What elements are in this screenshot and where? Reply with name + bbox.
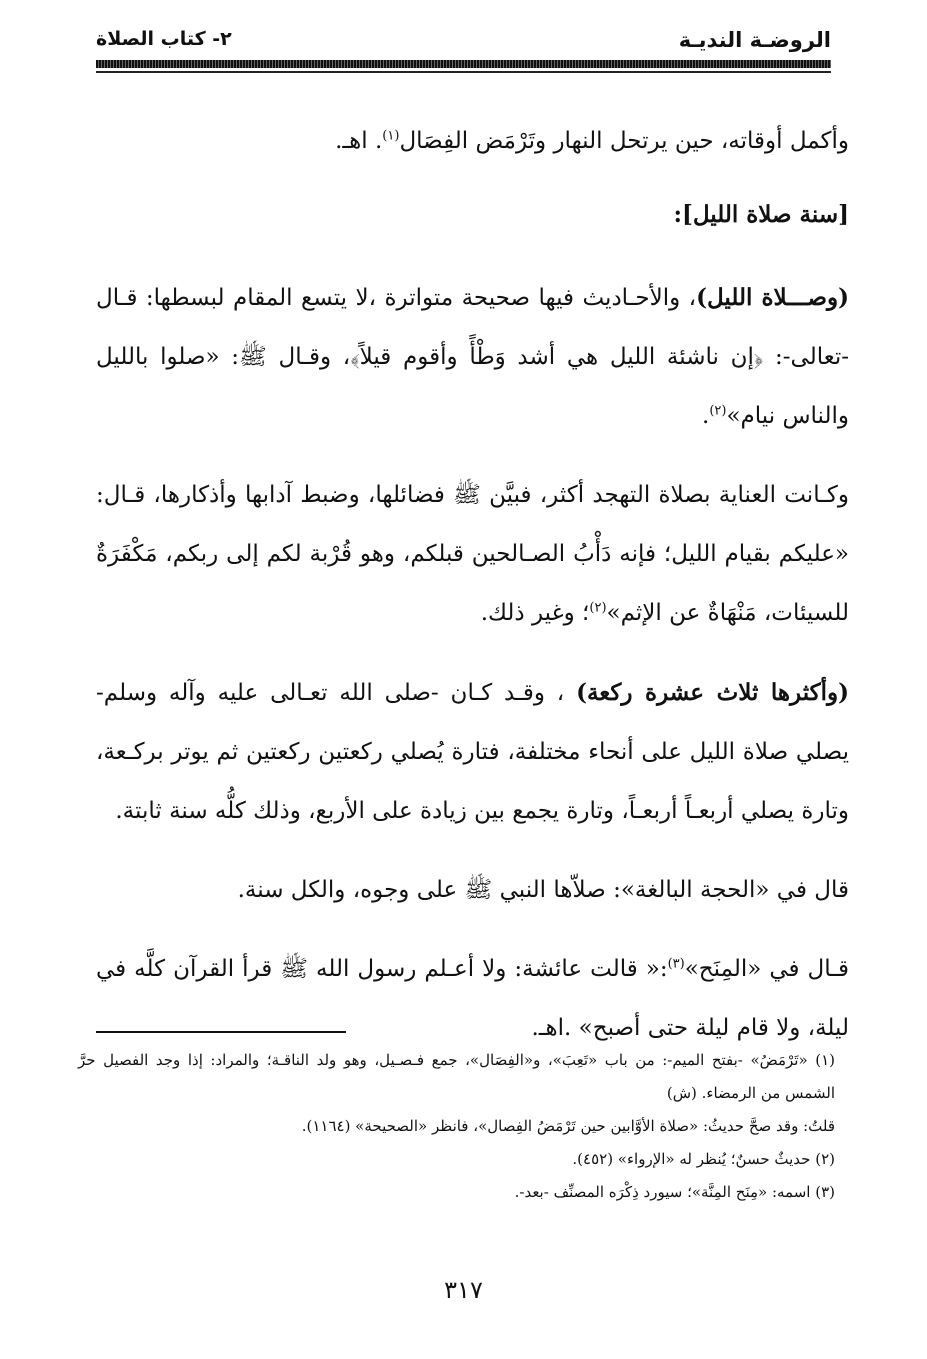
footnote-separator (96, 1031, 346, 1033)
section-heading: [سنة صلاة الليل]: (673, 201, 849, 228)
paragraph-text-end: . اهـ. (335, 128, 383, 154)
matn-text: (وصـــلاة الليل) (696, 284, 849, 311)
paragraph-text-end: . (702, 403, 710, 429)
header-rule-thin (96, 71, 831, 73)
book-title: الروضـة النديـة (678, 28, 831, 52)
paragraph-text: وكـانت العناية بصلاة التهجد أكثر، فبيَّن ﷺ فضائلها، وضبط آدابها وأذكارها، قـال: «عليكم بقيام الليل؛ فإنه دَأْبُ الصـالحين قبلكم، وهو قُرْبة لكم إلى ربكم، مَكْفَرَةٌ للسيئات، مَنْهَاةٌ عن الإثم» (96, 482, 849, 626)
footnote-ref: (٢) (589, 600, 607, 616)
paragraph-2 (96, 268, 849, 446)
footnote-1: (١) «تَرْمَضُ» -بفتح الميم-: من باب «تَعِبَ»، و«الفِصَال»، جمع فـصـيل، وهو ولد الناقـة؛ والمراد: إذا وجد الفصيل حرَّ الشمس من الرمضاء. (ش) (78, 1051, 835, 1102)
paragraph-text: ، والأحـاديث فيها صحيحة متواترة ،لا يتسع المقام لبسطها: قـال -تعالى-: ﴿إن ناشئة الليل هي أشد وَطْأً وأقوم قيلاً﴾، وقـال ﷺ: «صلوا بالليل والناس نيام» (96, 285, 849, 429)
footnote-3: (٣) اسمه: «مِنَح المِنَّة»؛ سيورد ذِكْرَه المصنِّف -بعد-. (514, 1183, 835, 1201)
paragraph-text: قـال في «المِنَح» (684, 956, 849, 982)
chapter-title: ٢- كتاب الصلاة (96, 28, 232, 50)
header-rule (96, 60, 831, 68)
running-header (96, 28, 831, 58)
paragraph-text: ، وقـد كـان -صلى الله تعـالى عليه وآله وسلم- يصلي صلاة الليل على أنحاء مختلفة، فتارة يُصلي ركعتين ركعتين ثم يوتر بركـعة، وتارة يصلي أربعـاً أربعـاً، وتارة يجمع بين زيادة على الأربع، وذلك كلُّه سنة ثابتة. (96, 680, 849, 824)
matn-text: (وأكثرها ثلاث عشرة ركعة) (576, 679, 850, 706)
paragraph-text-end: :« قالت عائشة: ولا أعـلم رسول الله ﷺ قرأ القرآن كلَّه في ليلة، ولا قام ليلة حتى أصبح» .اهـ. (96, 956, 849, 1041)
main-text (96, 112, 849, 1058)
footnotes (78, 1044, 835, 1209)
paragraph-1 (96, 112, 849, 171)
paragraph-text-end: ؛ وغير ذلك. (480, 600, 590, 626)
footnote-ref: (٢) (709, 403, 727, 419)
page-number: ٣١٧ (444, 1276, 483, 1304)
paragraph-3 (96, 466, 849, 643)
footnote-2: (٢) حديثٌ حسنٌ؛ يُنظر له «الإرواء» (٤٥٢). (572, 1150, 835, 1168)
paragraph-4 (96, 663, 849, 841)
footnote-ref: (٣) (667, 956, 685, 972)
footnote-note: قلتُ: وقد صحَّ حديثُ: «صلاة الأوَّابين حين تَرْمَضُ الفِصال»، فانظر «الصحيحة» (١١٦٤). (301, 1117, 835, 1135)
paragraph-text: وأكمل أوقاته، حين يرتحل النهار وتَرْمَض الفِصَال (399, 128, 849, 154)
paragraph-5: قال في «الحجة البالغة»: صلاّها النبي ﷺ على وجوه، والكل سنة. (237, 877, 849, 903)
footnote-ref: (١) (382, 128, 400, 144)
paragraph-6 (96, 940, 849, 1058)
